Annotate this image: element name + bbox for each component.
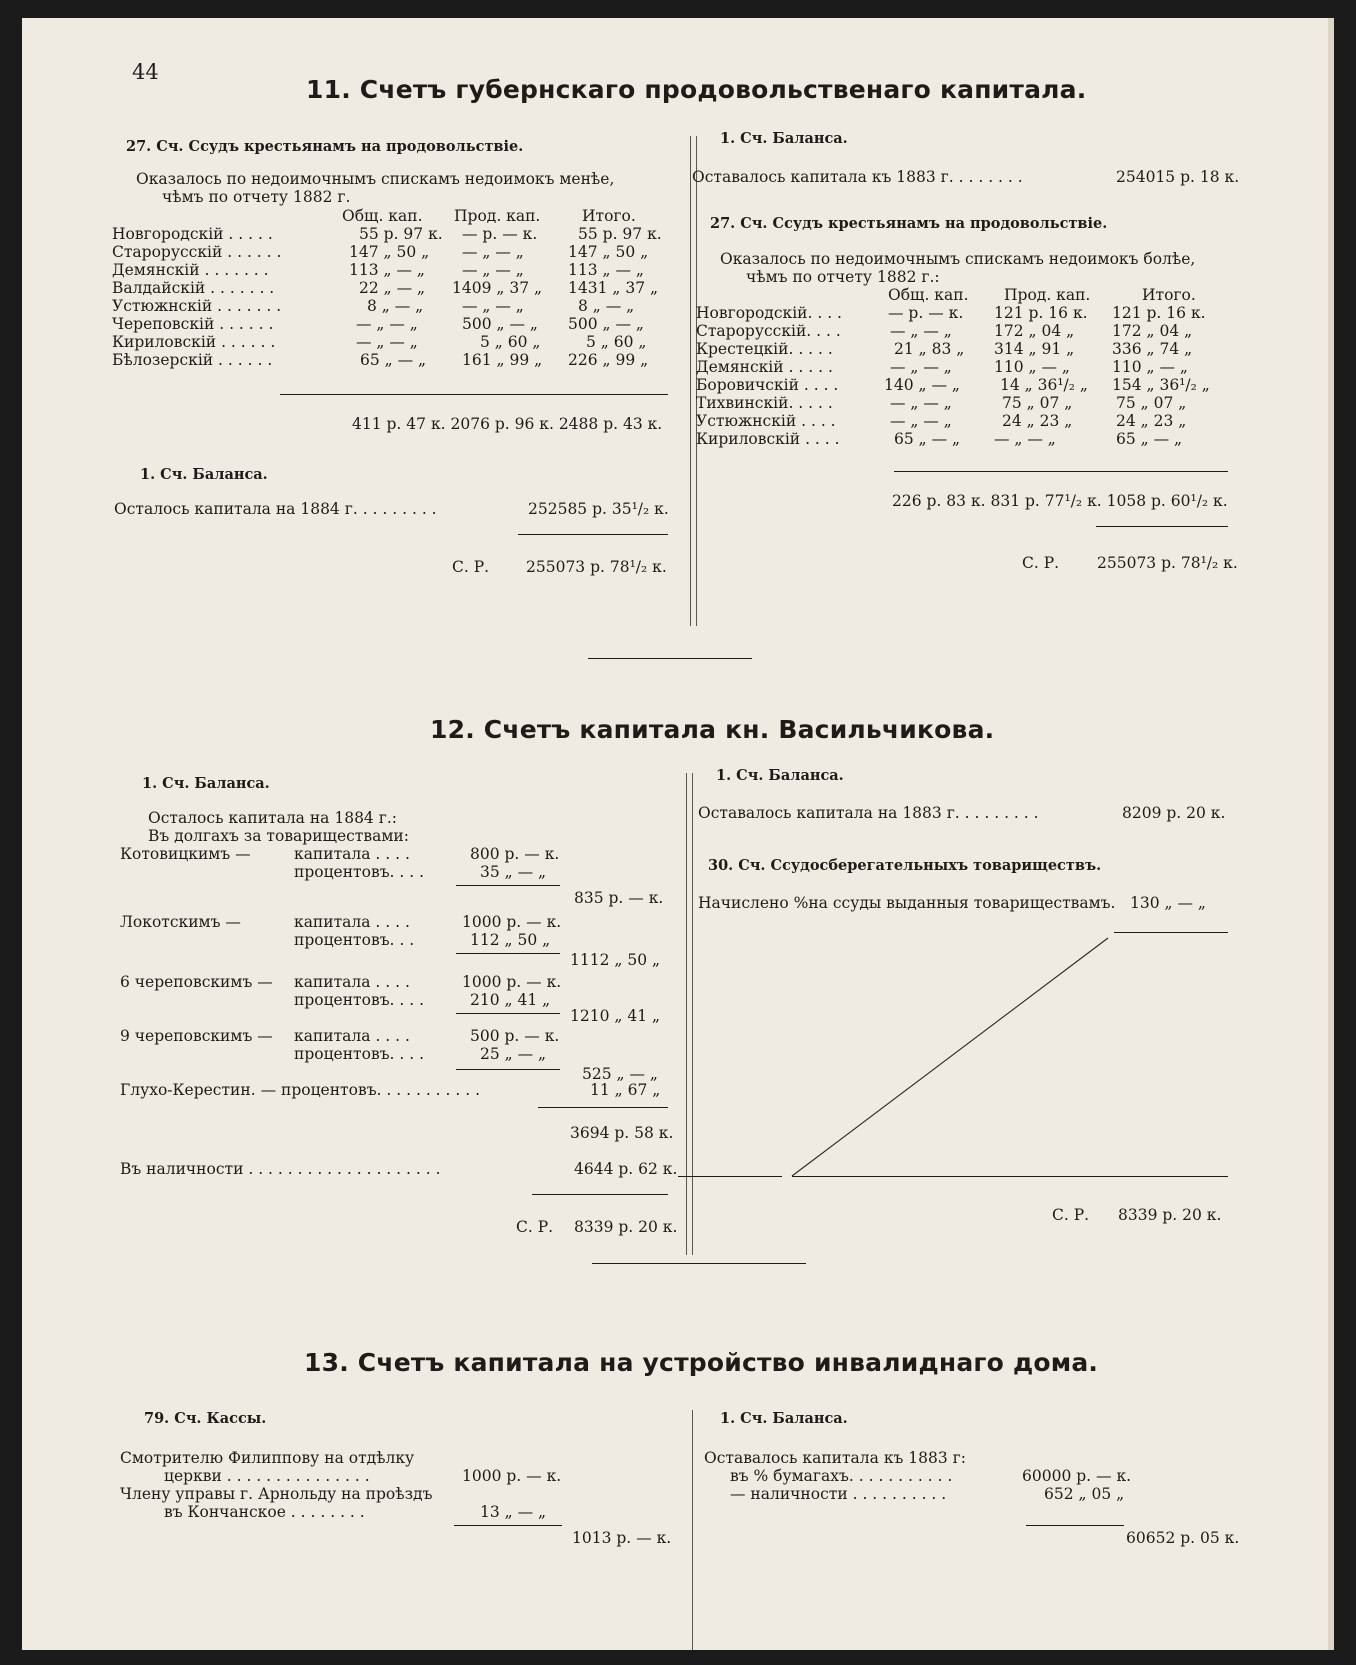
s11-left-sr-value: 255073 р. 78¹/₂ к.	[526, 558, 667, 576]
s13-right-head: 1. Сч. Баланса.	[720, 1410, 848, 1427]
group-name: Локотскимъ —	[120, 913, 241, 931]
group-key: процентовъ. . . .	[294, 863, 425, 881]
group-value: 112 „ 50 „	[470, 931, 551, 949]
s11-right-col-head: Общ. кап.	[888, 286, 969, 304]
s11-left-total: 411 р. 47 к. 2076 р. 96 к. 2488 р. 43 к.	[352, 415, 663, 433]
table-cell: — р. — к.	[462, 225, 538, 243]
group-value: 1000 р. — к.	[462, 973, 562, 991]
s11-right-col-head: Прод. кап.	[1004, 286, 1091, 304]
group-key: капитала . . . .	[294, 845, 410, 863]
table-cell: 55 р. 97 к.	[578, 225, 662, 243]
s13-left-value: 1000 р. — к.	[462, 1467, 562, 1485]
group-value: 35 „ — „	[480, 863, 547, 881]
group-value: 500 р. — к.	[470, 1027, 560, 1045]
table-cell: 5 „ 60 „	[480, 333, 541, 351]
s12-left-glukho: Глухо-Керестин. — процентовъ. . . . . . . . . . .	[120, 1081, 481, 1099]
page-number: 44	[132, 60, 159, 84]
table-row-name: Кириловскій . . . .	[696, 430, 840, 448]
s12-right-line: Оставалось капитала на 1883 г. . . . . . . . .	[698, 804, 1039, 822]
group-key: капитала . . . .	[294, 913, 410, 931]
group-key: капитала . . . .	[294, 1027, 410, 1045]
s12-left-subtotal: 3694 р. 58 к.	[570, 1124, 674, 1142]
group-key: капитала . . . .	[294, 973, 410, 991]
s11-right-sr-label: С. Р.	[1022, 554, 1060, 572]
s11-left-subhead: 27. Сч. Ссудъ крестьянамъ на продовольствіе.	[126, 138, 524, 155]
table-cell: 113 „ — „	[568, 261, 644, 279]
table-cell: 140 „ — „	[884, 376, 960, 394]
table-cell: 172 „ 04 „	[1112, 322, 1193, 340]
s11-right-total: 226 р. 83 к. 831 р. 77¹/₂ к. 1058 р. 60¹/₂ к.	[892, 492, 1228, 510]
table-row-name: Кириловскій . . . . . .	[112, 333, 276, 351]
table-cell: 75 „ 07 „	[1116, 394, 1187, 412]
table-cell: — „ — „	[890, 358, 952, 376]
s11-left-intro: чѣмъ по отчету 1882 г.	[162, 188, 351, 206]
s11-left-balance-head: 1. Сч. Баланса.	[140, 466, 268, 483]
section-11-title: 11. Счетъ губернскаго продовольственаго капитала.	[306, 75, 1087, 104]
s11-left-col-head: Общ. кап.	[342, 207, 423, 225]
table-cell: 1431 „ 37 „	[568, 279, 659, 297]
group-value: 1000 р. — к.	[462, 913, 562, 931]
s11-right-value: 254015 р. 18 к.	[1116, 168, 1240, 186]
table-cell: — „ — „	[462, 261, 524, 279]
table-cell: 314 „ 91 „	[994, 340, 1075, 358]
table-cell: 5 „ 60 „	[586, 333, 647, 351]
table-cell: 21 „ 83 „	[894, 340, 965, 358]
s12-left-cash-line: Въ наличности . . . . . . . . . . . . . . . . . . . .	[120, 1160, 441, 1178]
s12-right-sr-value: 8339 р. 20 к.	[1118, 1206, 1222, 1224]
s11-left-col-head: Итого.	[582, 207, 636, 225]
s11-right-intro: Оказалось по недоимочнымъ спискамъ недоимокъ болѣе,	[720, 250, 1196, 268]
s11-right-head: 1. Сч. Баланса.	[720, 130, 848, 147]
group-key: процентовъ. . .	[294, 931, 415, 949]
pen-stroke-line	[22, 18, 1334, 1650]
table-cell: — „ — „	[356, 333, 418, 351]
s11-left-intro: Оказалось по недоимочнымъ спискамъ недоимокъ менѣе,	[136, 170, 615, 188]
group-sum: 1210 „ 41 „	[570, 1007, 661, 1025]
s11-right-line: Оставалось капитала къ 1883 г. . . . . . . .	[692, 168, 1023, 186]
s11-right-col-head: Итого.	[1142, 286, 1196, 304]
s12-left-head: 1. Сч. Баланса.	[142, 775, 270, 792]
table-row-name: Боровичскій . . . .	[696, 376, 839, 394]
s12-right-accrued: Начислено %на ссуды выданныя товариществамъ.	[698, 894, 1116, 912]
table-cell: 24 „ 23 „	[1116, 412, 1187, 430]
table-cell: 65 „ — „	[894, 430, 961, 448]
table-cell: 121 р. 16 к.	[1112, 304, 1206, 322]
table-cell: 121 р. 16 к.	[994, 304, 1088, 322]
table-cell: 336 „ 74 „	[1112, 340, 1193, 358]
s11-left-balance-line: Осталось капитала на 1884 г. . . . . . . . .	[114, 500, 437, 518]
table-cell: 1409 „ 37 „	[452, 279, 543, 297]
table-row-name: Тихвинскій. . . . .	[696, 394, 833, 412]
table-cell: 172 „ 04 „	[994, 322, 1075, 340]
table-cell: — „ — „	[462, 297, 524, 315]
s12-right-sr-label: С. Р.	[1052, 1206, 1090, 1224]
s11-left-col-head: Прод. кап.	[454, 207, 541, 225]
s13-right-total: 60652 р. 05 к.	[1126, 1529, 1240, 1547]
table-cell: 500 „ — „	[568, 315, 644, 333]
table-row-name: Крестецкій. . . . .	[696, 340, 833, 358]
s13-right-value: 60000 р. — к.	[1022, 1467, 1132, 1485]
table-row-name: Валдайскій . . . . . . .	[112, 279, 275, 297]
s12-left-sr-label: С. Р.	[516, 1218, 554, 1236]
group-value: 800 р. — к.	[470, 845, 560, 863]
s13-right-text: въ % бумагахъ. . . . . . . . . . .	[730, 1467, 953, 1485]
table-row-name: Старорусскій. . . .	[696, 322, 841, 340]
s13-right-value: 652 „ 05 „	[1044, 1485, 1125, 1503]
s13-right-text: — наличности . . . . . . . . . .	[730, 1485, 947, 1503]
s13-left-text: церкви . . . . . . . . . . . . . . .	[164, 1467, 370, 1485]
table-row-name: Бѣлозерскій . . . . . .	[112, 351, 273, 369]
table-cell: 24 „ 23 „	[1002, 412, 1073, 430]
group-name: 6 череповскимъ —	[120, 973, 273, 991]
group-sum: 835 р. — к.	[574, 889, 664, 907]
table-cell: 75 „ 07 „	[1002, 394, 1073, 412]
table-cell: 226 „ 99 „	[568, 351, 649, 369]
s12-left-sr-value: 8339 р. 20 к.	[574, 1218, 678, 1236]
s13-left-total: 1013 р. — к.	[572, 1529, 672, 1547]
page-edge	[1328, 18, 1334, 1650]
table-cell: 65 „ — „	[360, 351, 427, 369]
group-name: Котовицкимъ —	[120, 845, 251, 863]
s12-right-value: 8209 р. 20 к.	[1122, 804, 1226, 822]
s11-right-subhead: 27. Сч. Ссудъ крестьянамъ на продовольствіе.	[710, 215, 1108, 232]
table-cell: 14 „ 36¹/₂ „	[1000, 376, 1088, 394]
s11-right-intro: чѣмъ по отчету 1882 г.:	[746, 268, 940, 286]
table-row-name: Новгородскій. . . .	[696, 304, 842, 322]
s13-left-text: Смотрителю Филиппову на отдѣлку	[120, 1449, 415, 1467]
table-cell: 65 „ — „	[1116, 430, 1183, 448]
group-sum: 1112 „ 50 „	[570, 951, 661, 969]
s11-left-sr-label: С. Р.	[452, 558, 490, 576]
table-cell: — „ — „	[890, 394, 952, 412]
table-cell: — „ — „	[890, 412, 952, 430]
table-cell: 161 „ 99 „	[462, 351, 543, 369]
s13-right-text: Оставалось капитала къ 1883 г:	[704, 1449, 967, 1467]
group-key: процентовъ. . . .	[294, 991, 425, 1009]
table-cell: 110 „ — „	[1112, 358, 1188, 376]
s11-left-balance-value: 252585 р. 35¹/₂ к.	[528, 500, 669, 518]
table-cell: — „ — „	[994, 430, 1056, 448]
group-key: процентовъ. . . .	[294, 1045, 425, 1063]
s12-left-glukho-value: 11 „ 67 „	[590, 1081, 661, 1099]
table-cell: 22 „ — „	[359, 279, 426, 297]
table-cell: — р. — к.	[888, 304, 964, 322]
table-row-name: Демянскій . . . . . . .	[112, 261, 269, 279]
s12-left-text: Въ долгахъ за товариществами:	[148, 827, 409, 845]
table-cell: 154 „ 36¹/₂ „	[1112, 376, 1210, 394]
table-cell: — „ — „	[890, 322, 952, 340]
table-cell: 55 р. 97 к.	[359, 225, 443, 243]
s13-left-text: въ Кончанское . . . . . . . .	[164, 1503, 365, 1521]
s13-left-text: Члену управы г. Арнольду на проѣздъ	[120, 1485, 433, 1503]
s11-right-sr-value: 255073 р. 78¹/₂ к.	[1097, 554, 1238, 572]
page	[22, 18, 1334, 1650]
group-sum: 525 „ — „	[582, 1065, 658, 1083]
group-value: 210 „ 41 „	[470, 991, 551, 1009]
table-cell: — „ — „	[356, 315, 418, 333]
table-cell: 8 „ — „	[367, 297, 424, 315]
table-cell: 110 „ — „	[994, 358, 1070, 376]
group-value: 25 „ — „	[480, 1045, 547, 1063]
table-row-name: Старорусскій . . . . . .	[112, 243, 282, 261]
table-row-name: Новгородскій . . . . .	[112, 225, 273, 243]
s12-left-text: Осталось капитала на 1884 г.:	[148, 809, 397, 827]
table-row-name: Череповскій . . . . . .	[112, 315, 274, 333]
table-cell: 147 „ 50 „	[349, 243, 430, 261]
s13-left-head: 79. Сч. Кассы.	[144, 1410, 267, 1427]
table-row-name: Устюжнскій . . . .	[696, 412, 836, 430]
table-row-name: Устюжнскій . . . . . . .	[112, 297, 282, 315]
table-cell: 8 „ — „	[578, 297, 635, 315]
group-name: 9 череповскимъ —	[120, 1027, 273, 1045]
section-13-title: 13. Счетъ капитала на устройство инвалиднаго дома.	[304, 1348, 1099, 1377]
section-12-title: 12. Счетъ капитала кн. Васильчикова.	[430, 715, 995, 744]
s13-left-value: 13 „ — „	[480, 1503, 547, 1521]
s12-right-accrued-value: 130 „ — „	[1130, 894, 1206, 912]
table-cell: 147 „ 50 „	[568, 243, 649, 261]
table-row-name: Демянскій . . . . .	[696, 358, 833, 376]
s12-right-head: 1. Сч. Баланса.	[716, 767, 844, 784]
table-cell: 500 „ — „	[462, 315, 538, 333]
table-cell: — „ — „	[462, 243, 524, 261]
s12-right-subhead: 30. Сч. Ссудосберегательныхъ товариществъ.	[708, 857, 1102, 874]
s12-left-cash-value: 4644 р. 62 к.	[574, 1160, 678, 1178]
table-cell: 113 „ — „	[349, 261, 425, 279]
